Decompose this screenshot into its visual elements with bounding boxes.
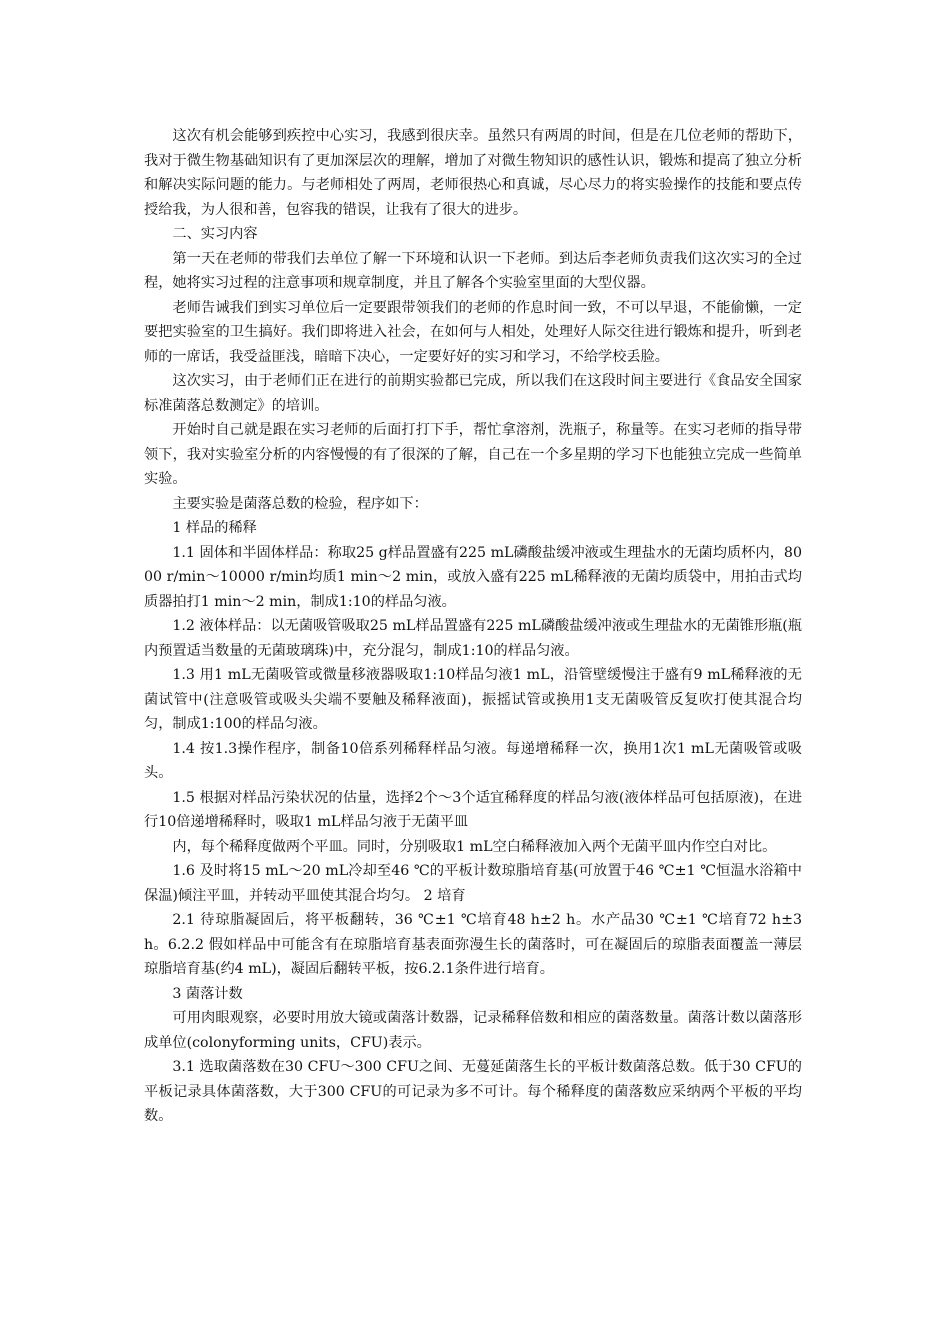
step-1-4: 1.4 按1.3操作程序，制备10倍系列稀释样品匀液。每递增稀释一次，换用1次1 mL无菌吸管或吸头。 (144, 740, 802, 781)
step-3-1: 3.1 选取菌落数在30 CFU～300 CFU之间、无蔓延菌落生长的平板计数菌落总数。低于30 CFU的平板记录具体菌落数，大于300 CFU的可记录为多不可计。每个稀释度的菌落数应采纳两个平板的平均数。 (144, 1059, 802, 1124)
step-1-3: 1.3 用1 mL无菌吸管或微量移液器吸取1:10样品匀液1 mL，沿管壁缓慢注于盛有9 mL稀释液的无菌试管中(注意吸管或吸头尖端不要触及稀释液面)，振摇试管或换用1支无菌吸管反复吹打使其混合均匀，制成1:100的样品匀液。 (144, 667, 802, 732)
step-1-5: 1.5 根据对样品污染状况的估量，选择2个～3个适宜稀释度的样品匀液(液体样品可包括原液)，在进行10倍递增稀释时，吸取1 mL样品匀液于无菌平皿 (144, 789, 802, 830)
step-1-1: 1.1 固体和半固体样品：称取25 g样品置盛有225 mL磷酸盐缓冲液或生理盐水的无菌均质杯内，8000 r/min～10000 r/min均质1 min～2 min，或放入盛有225 mL稀释液的无菌均质袋中，用拍击式均质器拍打1 min～2 min，制成1:10的样品匀液。 (144, 544, 802, 610)
paragraph-main-experiment: 主要实验是菌落总数的检验，程序如下： (172, 495, 428, 512)
step-2-1: 2.1 待琼脂凝固后，将平板翻转，36 ℃±1 ℃培育48 h±2 h。水产品30 ℃±1 ℃培育72 h±3 h。6.2.2 假如样品中可能含有在琼脂培育基表面弥漫生长的菌落时，可在凝固后的琼脂表面覆盖一薄层琼脂培育基(约4 mL)，凝固后翻转平板，按6.2.1条件进行培育。 (144, 912, 802, 977)
paragraph-colony-count: 可用肉眼观察，必要时用放大镜或菌落计数器，记录稀释倍数和相应的菌落数量。菌落计数以菌落形成单位(colonyforming units，CFU)表示。 (144, 1010, 802, 1051)
heading-sample-dilution: 1 样品的稀释 (172, 520, 257, 536)
paragraph-teacher-advice: 老师告诫我们到实习单位后一定要跟带领我们的老师的作息时间一致，不可以早退，不能偷懒，一定要把实验室的卫生搞好。我们即将进入社会，在如何与人相处，处理好人际交往进行锻炼和提升，听到老师的一席话，我受益匪浅，暗暗下决心，一定要好好的实习和学习，不给学校丢脸。 (144, 299, 802, 365)
step-1-6: 1.6 及时将15 mL～20 mL冷却至46 ℃的平板计数琼脂培育基(可放置于46 ℃±1 ℃恒温水浴箱中保温)倾注平皿，并转动平皿使其混合均匀。 2 培育 (144, 863, 802, 904)
paragraph-beginning: 开始时自己就是跟在实习老师的后面打打下手，帮忙拿溶剂，洗瓶子，称量等。在实习老师的指导带领下，我对实验室分析的内容慢慢的有了很深的了解，自己在一个多星期的学习下也能独立完成一些简单实验。 (144, 422, 802, 487)
section-heading-content: 二、实习内容 (172, 226, 258, 242)
paragraph-first-day: 第一天在老师的带我们去单位了解一下环境和认识一下老师。到达后李老师负责我们这次实习的全过程，她将实习过程的注意事项和规章制度，并且了解各个实验室里面的大型仪器。 (144, 250, 802, 291)
intro-paragraph: 这次有机会能够到疾控中心实习，我感到很庆幸。虽然只有两周的时间，但是在几位老师的帮助下，我对于微生物基础知识有了更加深层次的理解，增加了对微生物知识的感性认识，锻炼和提高了独立分析和解决实际问题的能力。与老师相处了两周，老师很热心和真诚，尽心尽力的将实验操作的技能和要点传授给我，为人很和善，包容我的错误，让我有了很大的进步。 (144, 128, 802, 218)
paragraph-training: 这次实习，由于老师们正在进行的前期实验都已完成，所以我们在这段时间主要进行《食品安全国家标准菌落总数测定》的培训。 (144, 373, 802, 414)
heading-colony-count: 3 菌落计数 (172, 985, 243, 1002)
step-1-2: 1.2 液体样品：以无菌吸管吸取25 mL样品置盛有225 mL磷酸盐缓冲液或生理盐水的无菌锥形瓶(瓶内预置适当数量的无菌玻璃珠)中，充分混匀，制成1:10的样品匀液。 (144, 618, 802, 659)
step-1-5-continued: 内，每个稀释度做两个平皿。同时，分别吸取1 mL空白稀释液加入两个无菌平皿内作空白对比。 (172, 838, 777, 855)
